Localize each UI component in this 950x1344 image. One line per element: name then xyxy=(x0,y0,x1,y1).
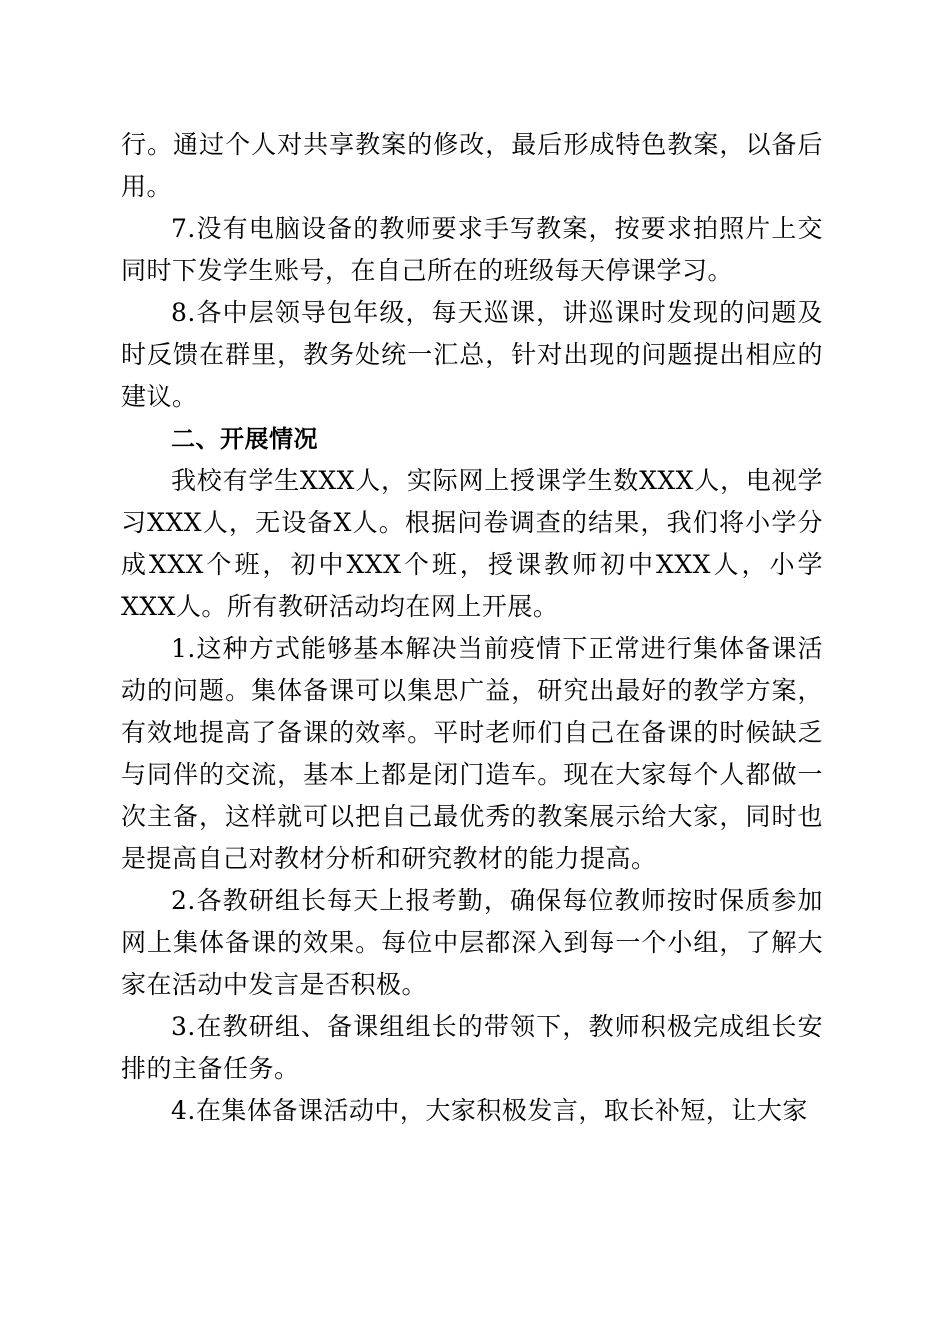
section-heading: 二、开展情况 xyxy=(171,425,318,453)
paragraph-item-7: 7.没有电脑设备的教师要求手写教案，按要求拍照片上交同时下发学生账号，在自己所在的班级每天停课学习。 xyxy=(121,214,823,285)
paragraph-section-item-3: 3.在教研组、备课组组长的带领下，教师积极完成组长安排的主备任务。 xyxy=(121,1012,823,1083)
paragraph-continuation: 行。通过个人对共享教案的修改，最后形成特色教案，以备后用。 xyxy=(121,130,823,201)
paragraph-section-item-1: 1.这种方式能够基本解决当前疫情下正常进行集体备课活动的问题。集体备课可以集思广益，研究出最好的教学方案，有效地提高了备课的效率。平时老师们自己在备课的时候缺乏与同伴的交流，基本上都是闭门造车。现在大家每个人都做一次主备，这样就可以把自己最优秀的教案展示给大家，同时也是提高自己对教材分析和研究教材的能力提高。 xyxy=(121,634,823,873)
paragraph-item-8: 8.各中层领导包年级，每天巡课，讲巡课时发现的问题及时反馈在群里，教务处统一汇总，针对出现的问题提出相应的建议。 xyxy=(121,298,823,411)
paragraph-section-intro: 我校有学生XXX人，实际网上授课学生数XXX人，电视学习XXX人，无设备X人。根据问卷调查的结果，我们将小学分成XXX个班，初中XXX个班，授课教师初中XXX人，小学XXX人。所有教研活动均在网上开展。 xyxy=(121,466,823,621)
document-body xyxy=(121,124,823,1132)
paragraph-section-item-4: 4.在集体备课活动中，大家积极发言，取长补短，让大家 xyxy=(171,1096,808,1125)
paragraph-section-item-2: 2.各教研组长每天上报考勤，确保每位教师按时保质参加网上集体备课的效果。每位中层都深入到每一个小组，了解大家在活动中发言是否积极。 xyxy=(121,886,823,999)
